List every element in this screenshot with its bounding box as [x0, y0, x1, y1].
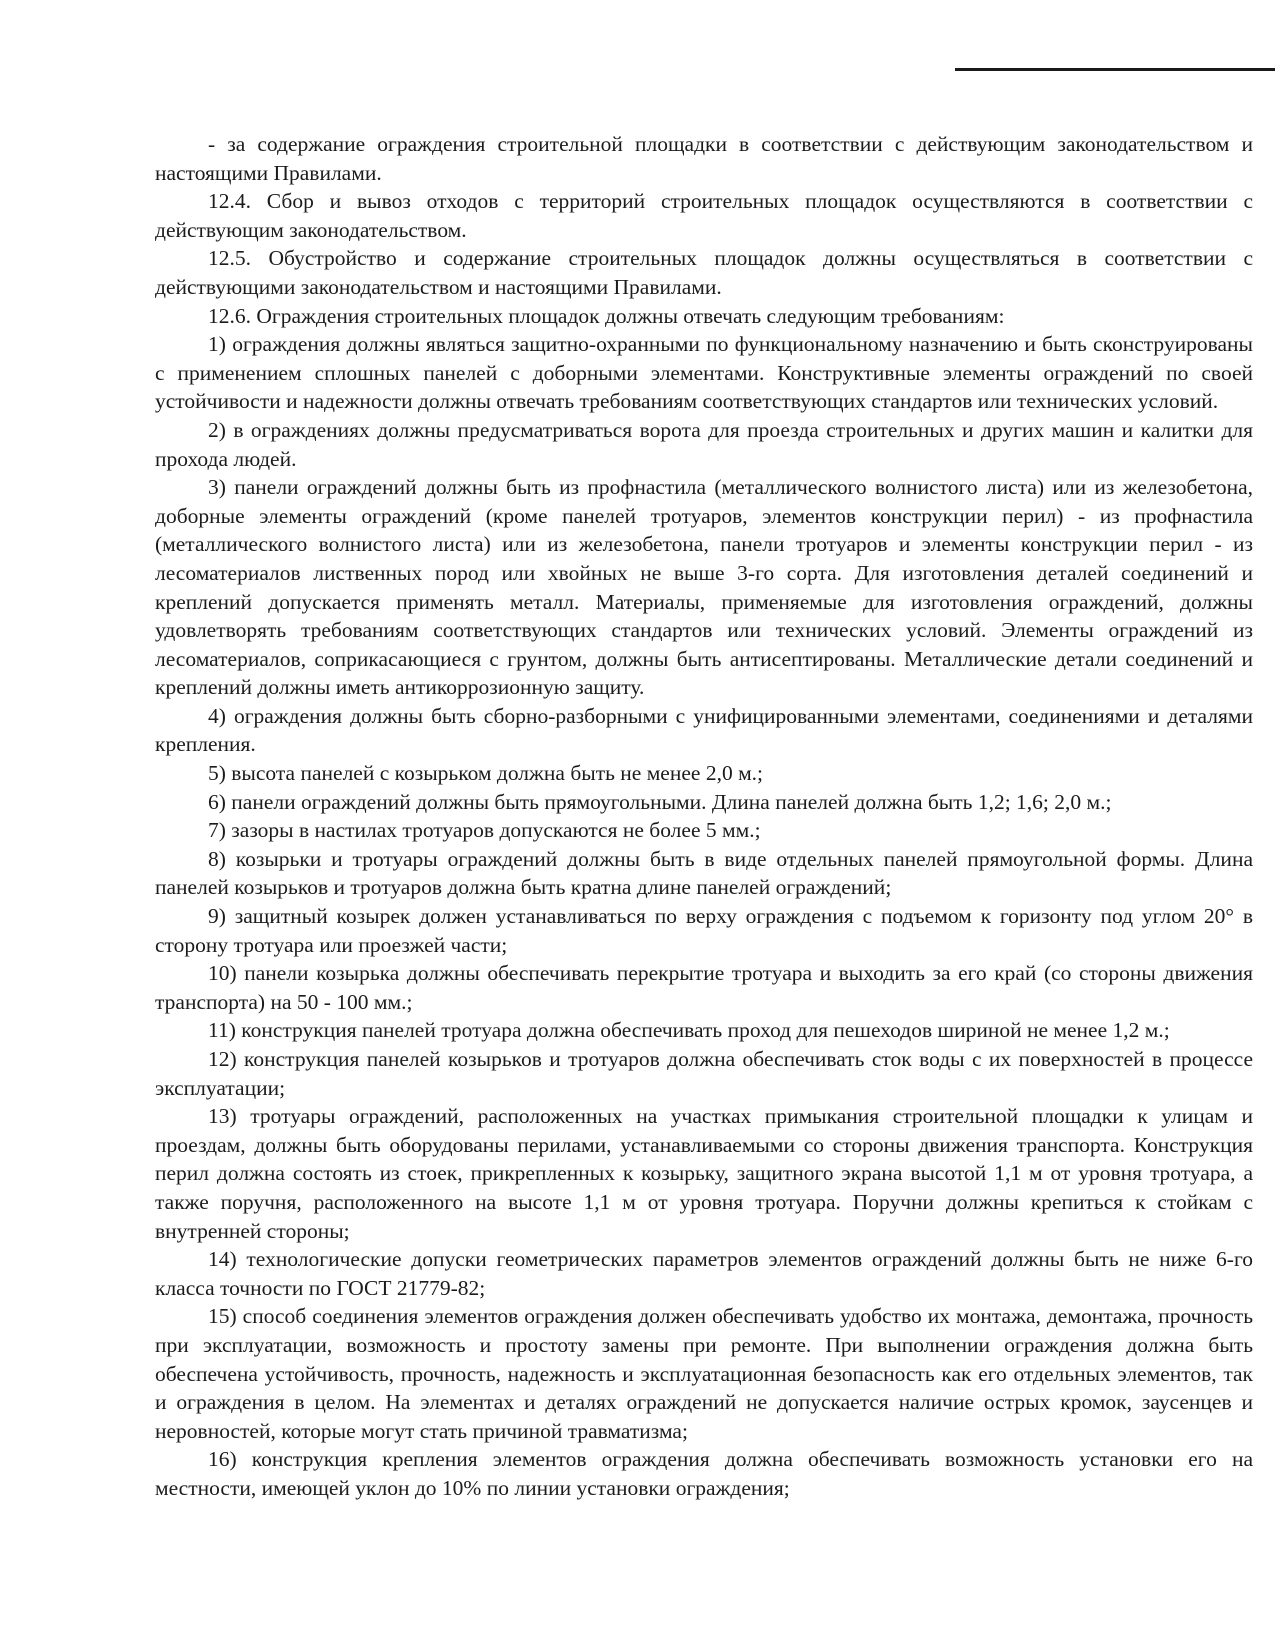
list-item-15: 15) способ соединения элементов ограждения должен обеспечивать удобство их монтажа, демонтажа, прочность при эксплуатации, возможность и простоту замены при ремонте. При выполнении ограждения должна быть обеспечена устойчивость, прочность, надежность и эксплуатационная безопасность как его отдельных элементов, так и ограждения в целом. На элементах и деталях ограждений не допускается наличие острых кромок, заусенцев и неровностей, которые могут стать причиной травматизма;	[155, 1304, 1253, 1443]
list-item-14: 14) технологические допуски геометрических параметров элементов ограждений должны быть не ниже 6-го класса точности по ГОСТ 21779-82;	[155, 1247, 1253, 1300]
paragraph-12-6: 12.6. Ограждения строительных площадок должны отвечать следующим требованиям:	[208, 303, 1005, 328]
paragraph-12-4: 12.4. Сбор и вывоз отходов с территорий строительных площадок осуществляются в соответствии с действующим законодательством.	[155, 189, 1253, 242]
list-item-16: 16) конструкция крепления элементов ограждения должна обеспечивать возможность установки его на местности, имеющей уклон до 10% по линии установки ограждения;	[155, 1447, 1253, 1500]
list-item-10: 10) панели козырька должны обеспечивать перекрытие тротуара и выходить за его край (со стороны движения транспорта) на 50 - 100 мм.;	[155, 961, 1253, 1014]
list-item-1: 1) ограждения должны являться защитно-охранными по функциональному назначению и быть сконструированы с применением сплошных панелей с доборными элементами. Конструктивные элементы ограждений по своей устойчивости и надежности должны отвечать требованиям соответствующих стандартов или технических условий.	[155, 332, 1253, 414]
list-item-6: 6) панели ограждений должны быть прямоугольными. Длина панелей должна быть 1,2; 1,6; 2,0 м.;	[208, 789, 1112, 814]
list-item-12: 12) конструкция панелей козырьков и тротуаров должна обеспечивать сток воды с их поверхностей в процессе эксплуатации;	[155, 1047, 1253, 1100]
list-item-4: 4) ограждения должны быть сборно-разборными с унифицированными элементами, соединениями и деталями крепления.	[155, 703, 1253, 757]
list-item-13: 13) тротуары ограждений, расположенных на участках примыкания строительной площадки к улицам и проездам, должны быть оборудованы перилами, устанавливаемыми со стороны движения транспорта. Конструкция перил должна состоять из стоек, прикрепленных к козырьку, защитного экрана высотой 1,1 м от уровня тротуара, а также поручня, расположенного на высоте 1,1 м от уровня тротуара. Поручни должны крепиться к стойкам с внутренней стороны;	[155, 1104, 1253, 1243]
list-item-2: 2) в ограждениях должны предусматриваться ворота для проезда строительных и других машин и калитки для прохода людей.	[155, 417, 1253, 471]
list-item-7: 7) зазоры в настилах тротуаров допускаются не более 5 мм.;	[208, 818, 761, 843]
list-item-9: 9) защитный козырек должен устанавливаться по верху ограждения с подъемом к горизонту под углом 20° в сторону тротуара или проезжей части;	[155, 904, 1253, 957]
paragraph-12-5: 12.5. Обустройство и содержание строительных площадок должны осуществляться в соответствии с действующими законодательством и настоящими Правилами.	[155, 246, 1253, 299]
top-edge-rule	[955, 68, 1275, 71]
list-item-11: 11) конструкция панелей тротуара должна обеспечивать проход для пешеходов шириной не менее 1,2 м.;	[208, 1018, 1170, 1043]
list-item-5: 5) высота панелей с козырьком должна быть не менее 2,0 м.;	[208, 761, 764, 786]
list-item-3: 3) панели ограждений должны быть из профнастила (металлического волнистого листа) или из железобетона, доборные элементы ограждений (кроме панелей тротуаров, элементов конструкции перил) - из профнастила (металлического волнистого листа) или из железобетона, панели тротуаров и элементы конструкции перил - из лесоматериалов лиственных пород или хвойных не выше 3-го сорта. Для изготовления деталей соединений и креплений допускается применять металл. Материалы, применяемые для изготовления ограждений, должны удовлетворять требованиям соответствующих стандартов или технических условий. Элементы ограждений из лесоматериалов, соприкасающиеся с грунтом, должны быть антисептированы. Металлические детали соединений и креплений должны иметь антикоррозионную защиту.	[155, 475, 1253, 700]
document-body	[155, 130, 1253, 1503]
paragraph-responsibility-fence: - за содержание ограждения строительной площадки в соответствии с действующим законодательством и настоящими Правилами.	[155, 132, 1253, 185]
list-item-8: 8) козырьки и тротуары ограждений должны быть в виде отдельных панелей прямоугольной формы. Длина панелей козырьков и тротуаров должна быть кратна длине панелей ограждений;	[155, 846, 1253, 900]
